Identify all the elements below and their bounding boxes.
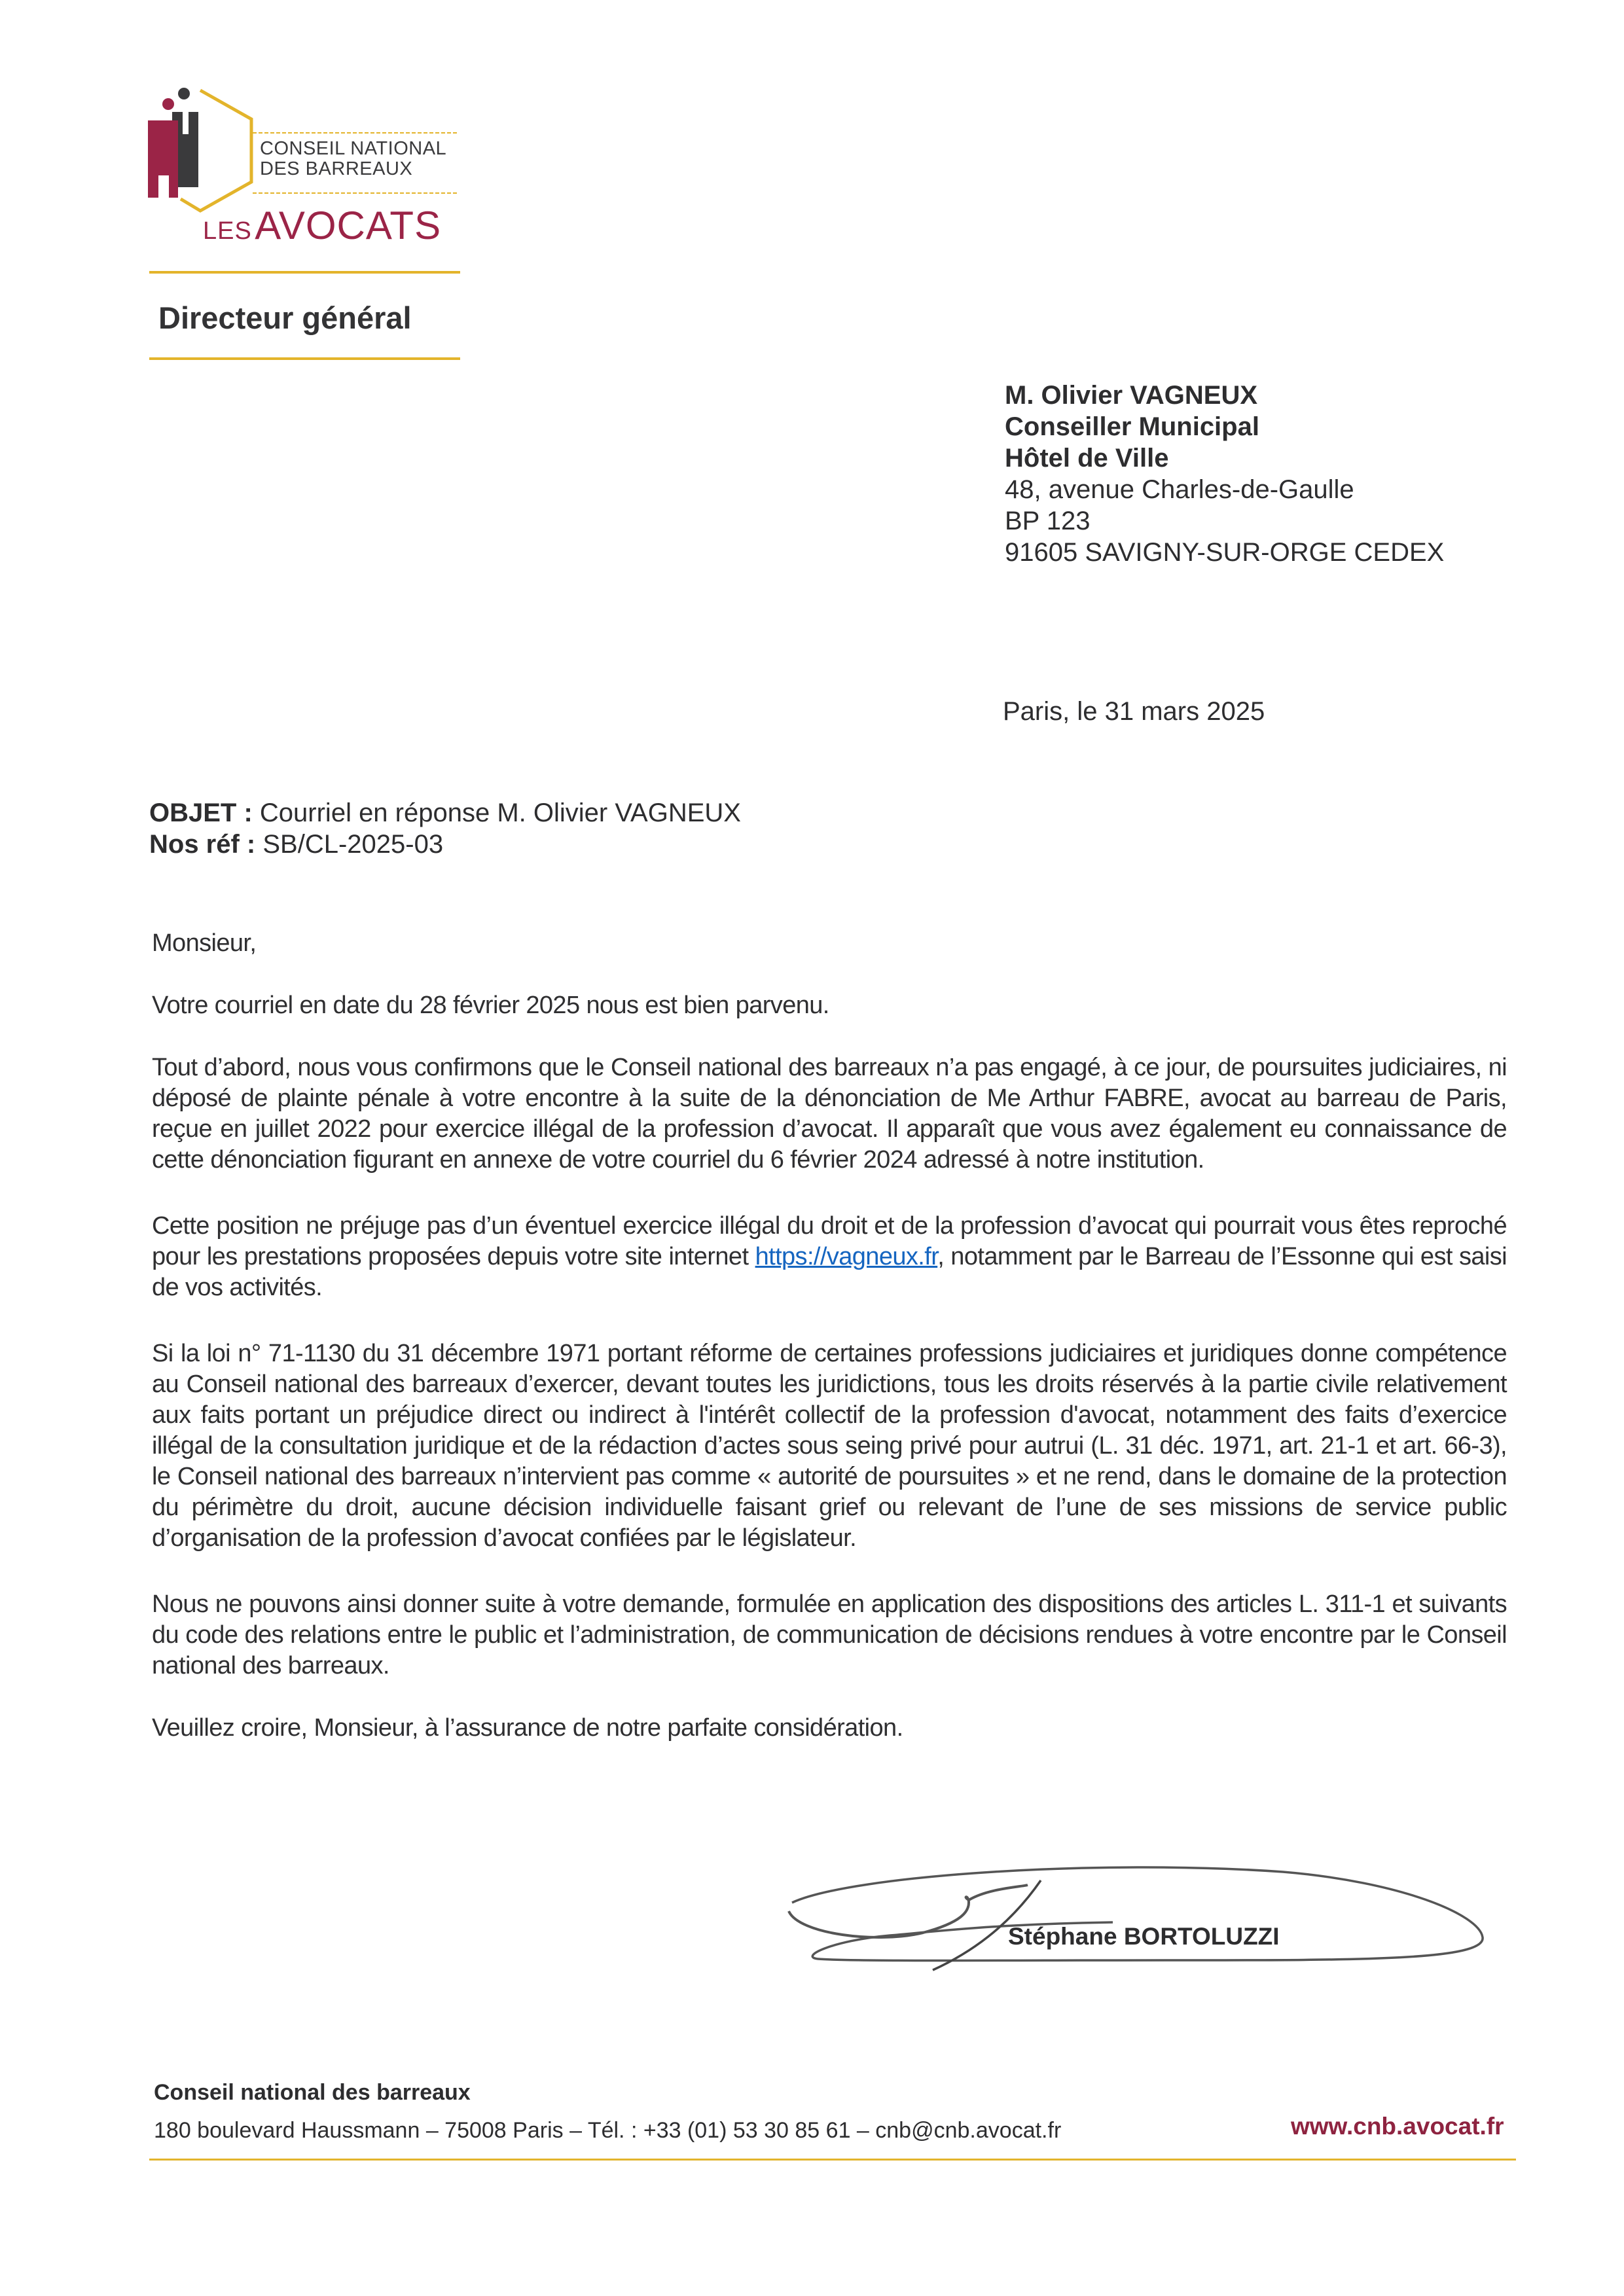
handwritten-signature-icon: [772, 1862, 1506, 1980]
reference-value: SB/CL-2025-03: [255, 830, 444, 859]
logo-org-name: [260, 139, 446, 179]
reference-line: [149, 829, 741, 860]
letter-body: [152, 928, 1507, 1779]
header-divider-top: [149, 271, 460, 274]
cnb-logo: [147, 85, 461, 281]
footer-website-link[interactable]: www.cnb.avocat.fr: [1291, 2113, 1504, 2140]
logo-les: LES: [203, 217, 252, 245]
signatory-name: Stéphane BORTOLUZZI: [1008, 1923, 1280, 1950]
recipient-street: 48, avenue Charles-de-Gaulle: [1005, 475, 1354, 504]
subject-line: [149, 797, 741, 829]
header-divider-bottom: [149, 357, 460, 360]
recipient-address: [1005, 380, 1444, 568]
paragraph-4: Si la loi n° 71-1130 du 31 décembre 1971 portant réforme de certaines professions judiciaires et juridiques donne compétence au Conseil national des barreaux d’exercer, devant toutes les juridictions, tous les droits réservés à la partie civile relativement aux faits portant un préjudice direct ou indirect à l'intérêt collectif de la profession d'avocat, notamment des faits d’exercice illégal de la consultation juridique et de la rédaction d’actes sous seing privé pour autrui (L. 31 déc. 1971, art. 21-1 et art. 66-3), le Conseil national des barreaux n’intervient pas comme « autorité de poursuites » et ne rend, dans le domaine de la protection du périmètre du droit, aucune décision individuelle faisant grief ou relevant de l’une de ses missions de service public d’organisation de la profession d’avocat confiées par le législateur.: [152, 1340, 1507, 1552]
closing: Veuillez croire, Monsieur, à l’assurance de notre parfaite considération.: [152, 1714, 903, 1742]
paragraph-5: Nous ne pouvons ainsi donner suite à votre demande, formulée en application des dispositions des articles L. 311-1 et suivants du code des relations entre le public et l’administration, de communication de décisions rendues à votre encontre par le Conseil national des barreaux.: [152, 1590, 1507, 1679]
paragraph-3: [152, 1211, 1507, 1303]
paragraph-1: Votre courriel en date du 28 février 2025 nous est bien parvenu.: [152, 992, 829, 1019]
logo-avocats-word: AVOCATS: [255, 204, 442, 247]
paragraph-3-text: Cette position ne préjuge pas d’un éventuel exercice illégal du droit et de la profession d’avocat qui pourrait vous êtes reproché pour les prestations proposées depuis votre site internet: [152, 1212, 1507, 1270]
recipient-po-box: BP 123: [1005, 507, 1091, 535]
reference-label: Nos réf :: [149, 830, 256, 859]
footer-address: 180 boulevard Haussmann – 75008 Paris – Tél. : +33 (01) 53 30 85 61 – cnb@cnb.avocat.fr: [154, 2118, 1062, 2143]
logo-line-1: CONSEIL NATIONAL: [260, 138, 447, 159]
logo-line-2: DES BARREAUX: [260, 158, 413, 179]
subject-label: OBJET :: [149, 798, 253, 827]
logo-avocats: [203, 203, 441, 248]
paragraph-2: Tout d’abord, nous vous confirmons que le Conseil national des barreaux n’a pas engagé, à ce jour, de poursuites judiciaires, ni déposé de plainte pénale à votre encontre à la suite de la dénonciation de Me Arthur FABRE, avocat au barreau de Paris, reçue en juillet 2022 pour exercice illégal de la profession d’avocat. Il apparaît que vous avez également eu connaissance de cette dénonciation figurant en annexe de votre courriel du 6 février 2024 adressé à notre institution.: [152, 1054, 1507, 1174]
subject-value: Courriel en réponse M. Olivier VAGNEUX: [252, 798, 741, 827]
website-link[interactable]: https://vagneux.fr: [755, 1243, 938, 1270]
recipient-city: 91605 SAVIGNY-SUR-ORGE CEDEX: [1005, 538, 1445, 567]
footer-divider: [149, 2159, 1516, 2161]
recipient-institution: Hôtel de Ville: [1005, 444, 1169, 473]
salutation: Monsieur,: [152, 929, 257, 957]
footer-organization: Conseil national des barreaux: [154, 2080, 471, 2105]
signature-block: [772, 1862, 1506, 1980]
department-title: Directeur général: [158, 300, 412, 335]
paragraph-3-text-end: , notamment par le Barreau de l’Essonne qui est saisi de vos activités.: [152, 1243, 1507, 1301]
letter-date: Paris, le 31 mars 2025: [1003, 697, 1265, 726]
subject-block: [149, 797, 741, 860]
recipient-name: M. Olivier VAGNEUX: [1005, 381, 1258, 410]
recipient-title: Conseiller Municipal: [1005, 412, 1259, 441]
